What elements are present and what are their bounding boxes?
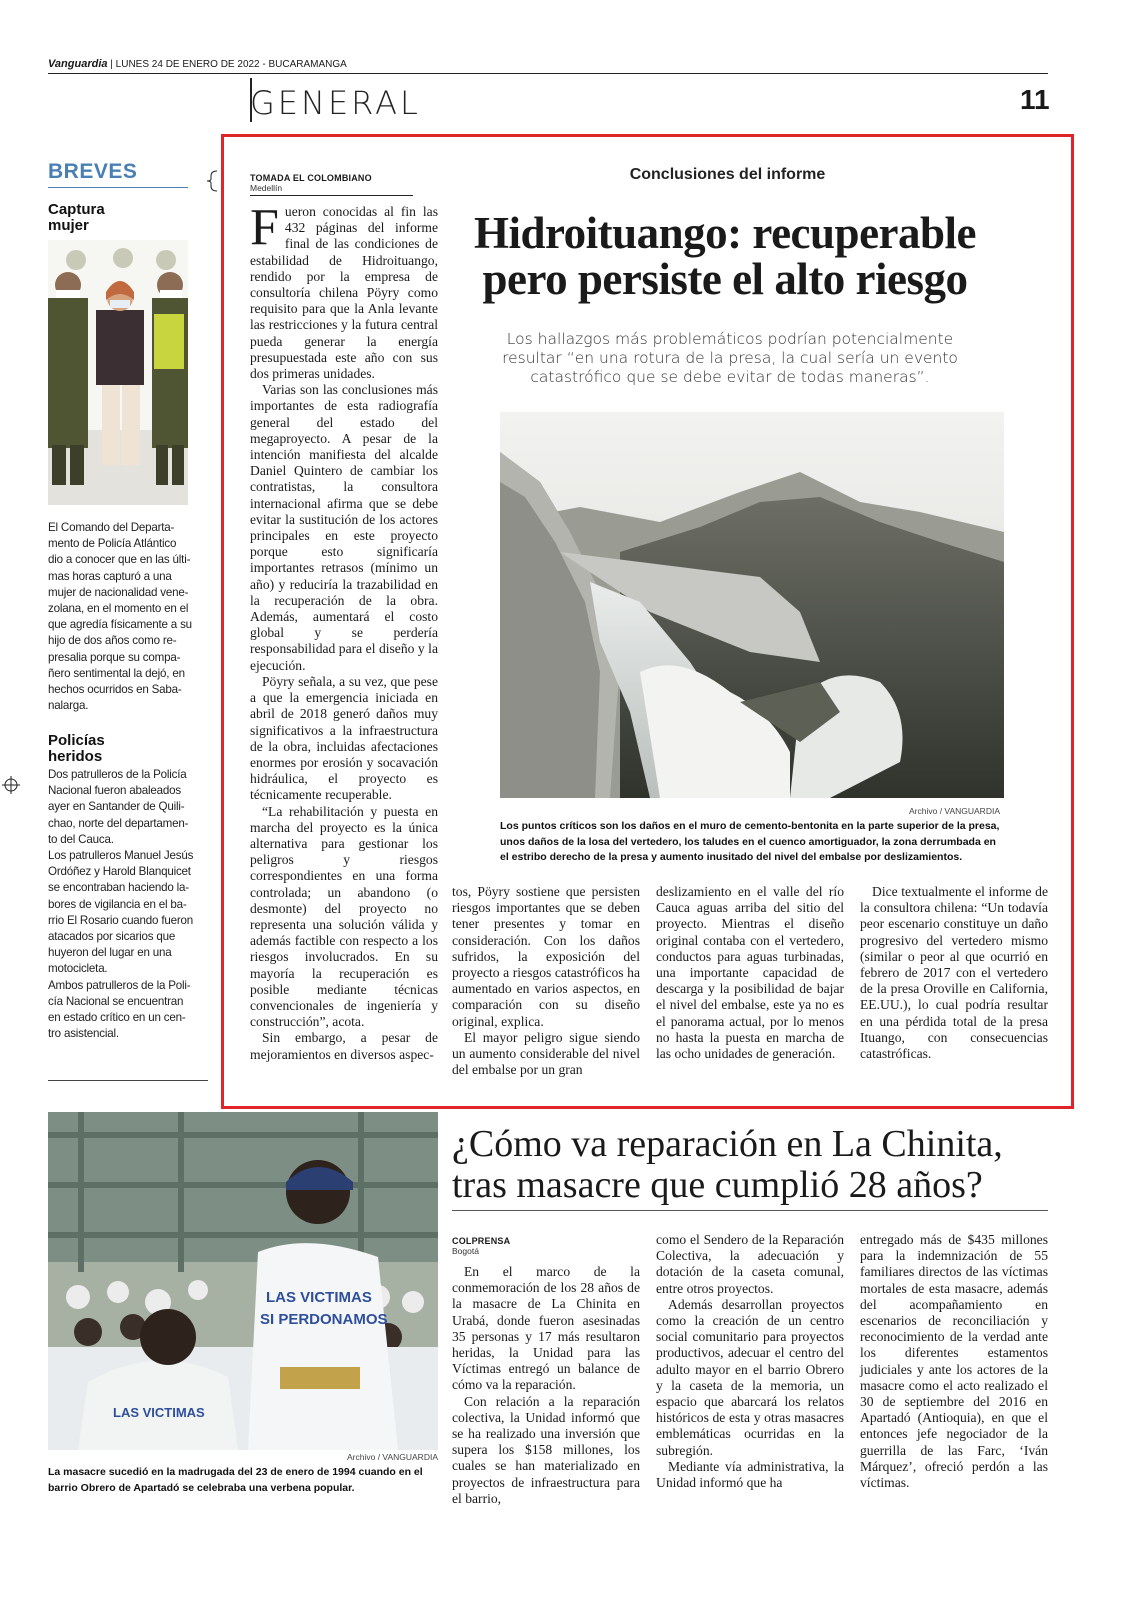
article-column: Dice textualmente el informe de la consultora chilena: “Un todavía peor escenario constituye un daño progresivo del vertedero mismo (similar o peor al que ocurrió en febrero de 2017 con el vertedero de la presa Oroville en California, EE.UU.), lo cual podría resultar en una pérdida total de la presa Ituango, con consecuencias catastróficas. <box>860 884 1048 1062</box>
brace-icon <box>205 170 219 192</box>
dam-photo-illustration <box>500 412 1004 798</box>
article-column: como el Sendero de la Reparación Colectiva, la adecuación y dotación de la caseta comunal, entre otros proyectos. Además desarrollan proyectos como la creación de un centro social comunitario para proyectos productivos, adecuar el centro del adulto mayor en el barrio Obrero y la caseta de la memoria, un espacio que abarcará los relatos históricos de esta y otras masacres emblemáticas ocurridas en la subregión. Mediante vía administrativa, la Unidad informó que ha <box>656 1232 844 1491</box>
masthead-separator: | <box>110 59 116 70</box>
photo-caption: Los puntos críticos son los daños en el muro de cemento-bentonita en la parte superior de la presa, unos daños de la losa del vertedero, los taludes en el cuenco amortiguador, la zona derrumbada en el estribo derecho de la presa y aumento inusitado del nivel del embalse por deslizamientos. <box>500 820 1000 863</box>
breves-bottom-rule <box>48 1080 208 1081</box>
breve-text: Dos patrulleros de la Policía Nacional fueron abaleados ayer en Santander de Quili- chao, norte del departamen- to del Cauca. Los patrulleros Manuel Jesús Ordóñez y Harold Blanquicet se encontraban haciendo la- bores de vigilancia en el ba- rrio El Rosario cuando fueron atacados por sicarios que huyeron del lugar en una motocicleta. Ambos patrulleros de la Poli- cía Nacional se encuentran en estado crítico en un cen- tro asistencial. <box>48 768 194 1041</box>
breve-text: El Comando del Departa- mento de Policía Atlántico dio a conocer que en las últi- mas horas capturó a una mujer de nacionalidad vene- zolana, en el momento en el que agredía físicamente a su hijo de dos años como re- presalia porque su compa- ñero sentimental la dejó, en hechos ocurridos en Saba- nalarga. <box>48 521 192 713</box>
dam-photo <box>500 412 1004 798</box>
shirt-text: LAS VICTIMAS <box>266 1289 372 1306</box>
arrest-photo <box>48 240 188 505</box>
byline: TOMADA EL COLOMBIANO <box>250 173 372 183</box>
byline-block <box>250 173 413 196</box>
photo-caption: La masacre sucedió en la madrugada del 23 de enero de 1994 cuando en el barrio Obrero de Apartadó se celebraba una verbena popular. <box>48 1466 423 1494</box>
dateline: LUNES 24 DE ENERO DE 2022 - BUCARAMANGA <box>115 59 347 70</box>
masthead-rule <box>48 73 1048 74</box>
byline-city: Bogotá <box>452 1246 479 1256</box>
article-column: En el marco de la conmemoración de los 28 años de la masacre de La Chinita en Urabá, donde fueron asesinadas 35 personas y 17 más resultaron heridas, la Unidad para las Víctimas entregó un balance de cómo va la reparación. Con relación a la reparación colectiva, la Unidad informó que se ha realizado una inversión que supera los $158 millones, los cuales se han materializado en proyectos de infraestructura para el barrio, <box>452 1264 640 1506</box>
article-column: deslizamiento en el valle del río Cauca aguas arriba del sitio del proyecto. Mientras el diseño original contaba con el vertedero, conductos para aguas turbinadas, una importante capacidad de descarga y la posibilidad de bajar el nivel del embalse, este ya no es el panorama actual, por lo menos no hasta la puesta en marcha de las ocho unidades de generación. <box>656 884 844 1062</box>
shirt-text: SI PERDONAMOS <box>260 1311 388 1328</box>
article-column: entregado más de $435 millones para la indemnización de 55 familiares directos de las víctimas mortales de esta masacre, además del acompañamiento en escenarios de reconciliación y reconocimiento de la verdad ante los diferentes estamentos judiciales y ante los actores de la masacre como el acto realizado el 30 de septiembre del 2016 en Apartadó (Antioquia), en que el entonces jefe negociador de la guerrilla de las Farc, ‘Iván Márquez’, ofreció perdón a las víctimas. <box>860 1232 1048 1491</box>
victims-photo-illustration <box>48 1112 438 1450</box>
article-column: Fueron conocidas al fin las 432 páginas del informe final de las condiciones de estabilidad de Hidroituango, rendido por la empresa de consultoría chilena Pöyry como requisito para que la Anla levante las restricciones y la futura central pueda generar la energía presupuestada este año con sus dos primeras unidades. Varias son las conclusiones más importantes de esta radiografía general del estado del megaproyecto. A pesar de la intención manifiesta del alcalde Daniel Quintero de cambiar los contratistas, la consultora internacional afirma que se debe evitar la sustitución de los actores principales en este proyecto porque esto significaría importantes retrasos (mínimo un año) y reduciría la trazabilidad en la recuperación de la obra. Además, aumentará el costo global y se perdería responsabilidad para el diseño y la ejecución. Pöyry señala, a su vez, que pese a que la emergencia iniciada en abril de 2018 generó daños muy significativos a la infraestructura de la obra, incluidas afectaciones enormes por erosión y socavación hidráulica, el proyecto es técnicamente recuperable. “La rehabilitación y puesta en marcha del proyecto es la única alternativa para gestionar los peligros y riesgos correspondientes en una forma controlada; un abandono (o desmonte) del proyecto no representa una solución válida y además factible con respecto a los riesgos involucrados. En su mayoría la recuperación es posible mediante técnicas convencionales de ingeniería y construcción”, acota. Sin embargo, a pesar de mejoramientos en diversos aspec- <box>250 199 438 1062</box>
dropcap: F <box>250 199 279 256</box>
photo-credit: Archivo / VANGUARDIA <box>908 806 1000 816</box>
byline-city: Medellín <box>250 183 283 193</box>
breve-headline: Captura mujer <box>48 201 105 234</box>
breves-rule <box>48 187 188 188</box>
arrest-photo-illustration <box>48 240 188 505</box>
headline-rule <box>452 1210 1048 1211</box>
victims-photo <box>48 1112 438 1450</box>
brand-logo: Vanguardia <box>48 58 108 70</box>
deck: Los hallazgos más problemáticos podrían potencialmente resultar “en una rotura de la presa, la cual sería un evento catastrófico que se debe evitar de todas maneras”. <box>502 330 958 386</box>
shirt-text: LAS VICTIMAS <box>113 1405 205 1420</box>
photo-credit: Archivo / VANGUARDIA <box>346 1452 438 1462</box>
byline: COLPRENSA <box>452 1236 511 1246</box>
masthead <box>48 58 1048 74</box>
article-column: tos, Pöyry sostiene que persisten riesgos importantes que se deben tener presentes y tomar en consideración. Con los daños sufridos, la exposición del proyecto a riesgos catastróficos ha aumentado en varios aspectos, en comparación con su diseño original, explica. El mayor peligro sigue siendo un aumento considerable del nivel del embalse por un gran <box>452 884 640 1078</box>
kicker: Conclusiones del informe <box>629 166 826 183</box>
page-number: 11 <box>1020 84 1050 115</box>
breve-headline: Policías heridos <box>48 732 105 765</box>
registration-mark-icon <box>2 776 20 794</box>
headline: ¿Cómo va reparación en La Chinita, tras masacre que cumplió 28 años? <box>452 1123 1003 1206</box>
section-title: GENERAL <box>250 84 421 122</box>
headline: Hidroituango: recuperable pero persiste el alto riesgo <box>473 208 977 304</box>
byline-block <box>452 1236 640 1256</box>
breves-title: BREVES <box>48 160 138 183</box>
